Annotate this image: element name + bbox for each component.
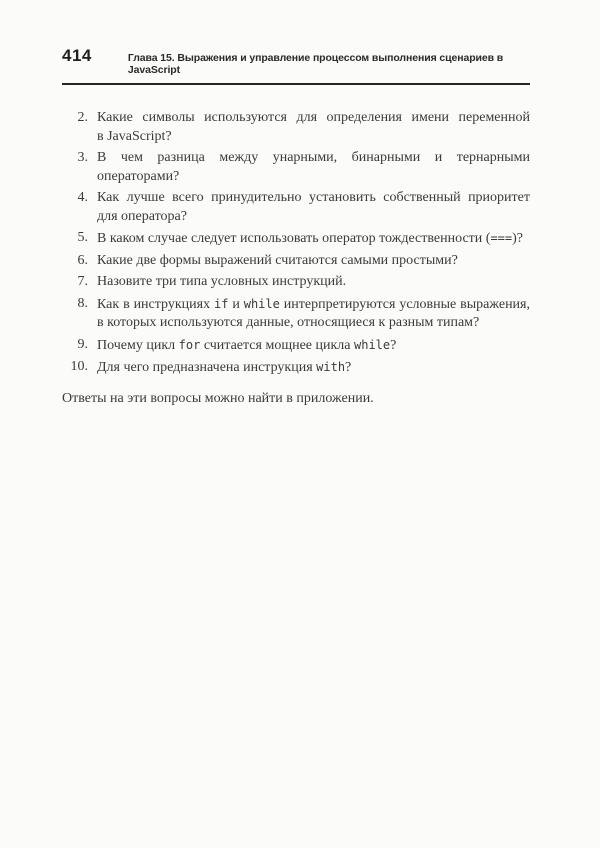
question-item xyxy=(62,358,530,378)
page-content xyxy=(62,109,530,408)
question-number: 8. xyxy=(77,295,88,311)
question-number: 7. xyxy=(77,274,88,289)
question-number: 4. xyxy=(77,190,88,205)
question-item xyxy=(62,229,530,249)
question-text: В каком случае следует использовать оператор тождественности ( xyxy=(97,231,491,246)
question-text: ? xyxy=(390,337,397,353)
question-text: )? xyxy=(512,231,524,246)
code-term: while xyxy=(354,337,391,352)
question-text: ? xyxy=(345,360,352,375)
code-term: while xyxy=(243,296,280,311)
question-number: 2. xyxy=(77,110,88,125)
question-item xyxy=(62,109,530,146)
question-text: считается мощнее цикла xyxy=(200,337,354,353)
question-item xyxy=(62,252,530,271)
code-term: for xyxy=(178,337,201,352)
closing-note: Ответы на эти вопросы можно найти в приложении. xyxy=(62,390,374,406)
question-text: Почему цикл xyxy=(97,337,179,353)
question-item xyxy=(62,295,530,333)
question-item xyxy=(62,336,530,356)
question-text: Какие две формы выражений считаются самыми простыми? xyxy=(97,252,458,268)
question-text: Для чего предназначена инструкция xyxy=(97,360,317,375)
question-number: 6. xyxy=(77,252,88,268)
questions-list xyxy=(62,109,530,378)
question-number: 9. xyxy=(77,336,88,352)
question-text: В чем разница между унарными, бинарными и тернарными операторами? xyxy=(97,150,530,184)
page-number: 414 xyxy=(62,46,92,65)
code-term: if xyxy=(214,296,229,311)
question-text: Назовите три типа условных инструкций. xyxy=(97,274,347,289)
question-number: 10. xyxy=(70,359,88,374)
question-text: интерпретируются условные выражения, в которых используются данные, относящиеся к разным типам? xyxy=(97,296,530,330)
question-text: и xyxy=(228,296,244,312)
question-number: 5. xyxy=(77,230,88,245)
question-item xyxy=(62,149,530,186)
question-number: 3. xyxy=(77,150,88,165)
chapter-title: Глава 15. Выражения и управление процессом выполнения сценариев в JavaScript xyxy=(127,52,504,76)
running-head xyxy=(62,46,530,85)
question-item xyxy=(62,189,530,226)
question-text: Как в инструкциях xyxy=(97,296,214,312)
code-term: with xyxy=(316,360,346,374)
question-text: Какие символы используются для определения имени переменной в JavaScript? xyxy=(97,110,530,144)
code-term: === xyxy=(490,231,513,245)
question-text: Как лучше всего принудительно установить собственный приоритет для оператора? xyxy=(97,190,530,224)
question-item xyxy=(62,273,530,292)
